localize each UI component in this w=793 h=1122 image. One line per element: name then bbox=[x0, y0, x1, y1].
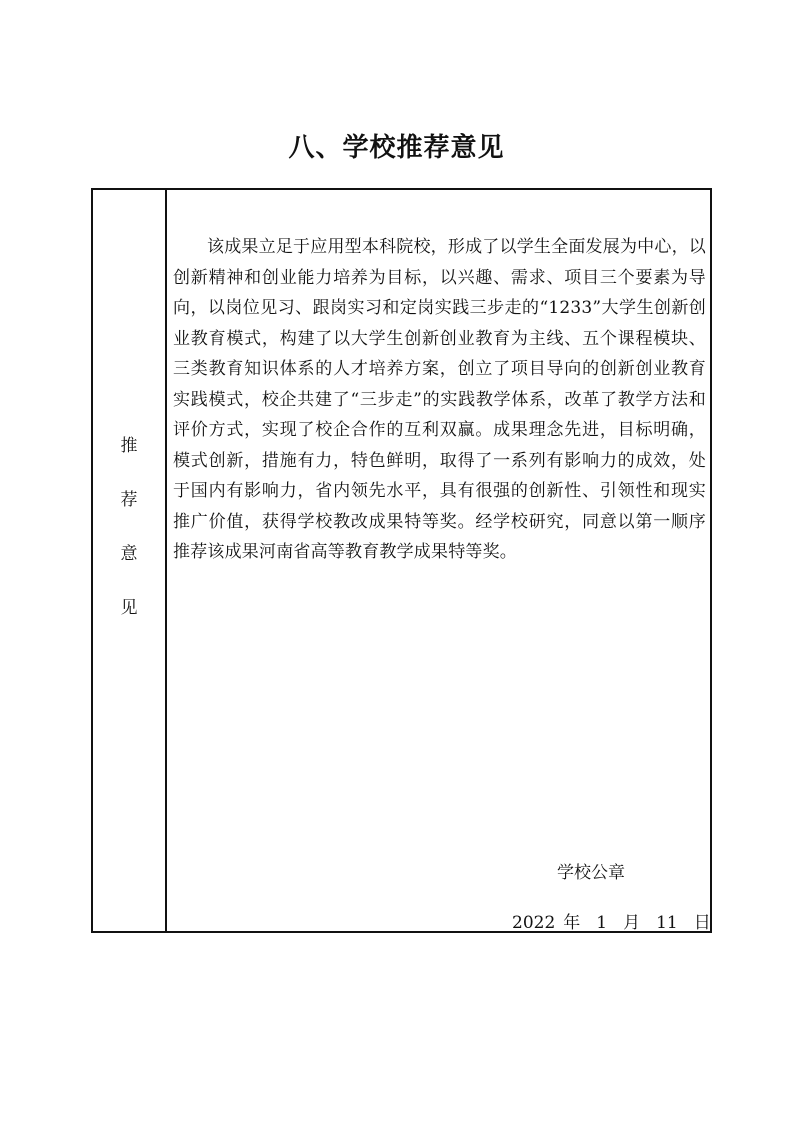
date-year: 2022 bbox=[512, 913, 556, 933]
recommendation-text: 该成果立足于应用型本科院校，形成了以学生全面发展为中心，以创新精神和创业能力培养为目标，以兴趣、需求、项目三个要素为导向，以岗位见习、跟岗实习和定岗实践三步走的“1233”大学生创新创业教育模式，构建了以大学生创新创业教育为主线、五个课程模块、三类教育知识体系的人才培养方案，创立了项目导向的创新创业教育实践模式，校企共建了“三步走”的实践教学体系，改革了教学方法和评价方式，实现了校企合作的互利双赢。成果理念先进，目标明确，模式创新，措施有力，特色鲜明，取得了一系列有影响力的成效，处于国内有影响力，省内领先水平，具有很强的创新性、引领性和现实推广价值，获得学校教改成果特等奖。经学校研究，同意以第一顺序推荐该成果河南省高等教育教学成果特等奖。 bbox=[173, 237, 706, 562]
recommendation-label-cell bbox=[93, 190, 167, 931]
school-seal-label: 学校公章 bbox=[557, 863, 625, 883]
recommendation-table bbox=[91, 188, 712, 933]
label-char: 见 bbox=[120, 598, 138, 618]
date-month-unit: 月 bbox=[623, 913, 641, 933]
date-day: 11 bbox=[656, 913, 678, 933]
page-title: 八、学校推荐意见 bbox=[288, 133, 505, 163]
recommendation-label bbox=[93, 435, 165, 651]
date-month: 1 bbox=[596, 913, 608, 933]
recommendation-content-cell bbox=[167, 190, 710, 931]
date-year-unit: 年 bbox=[563, 913, 581, 933]
label-char: 推 bbox=[120, 436, 138, 456]
date-day-unit: 日 bbox=[693, 913, 711, 933]
label-char: 荐 bbox=[120, 490, 138, 510]
signature-date bbox=[512, 911, 711, 935]
label-char: 意 bbox=[120, 544, 138, 564]
